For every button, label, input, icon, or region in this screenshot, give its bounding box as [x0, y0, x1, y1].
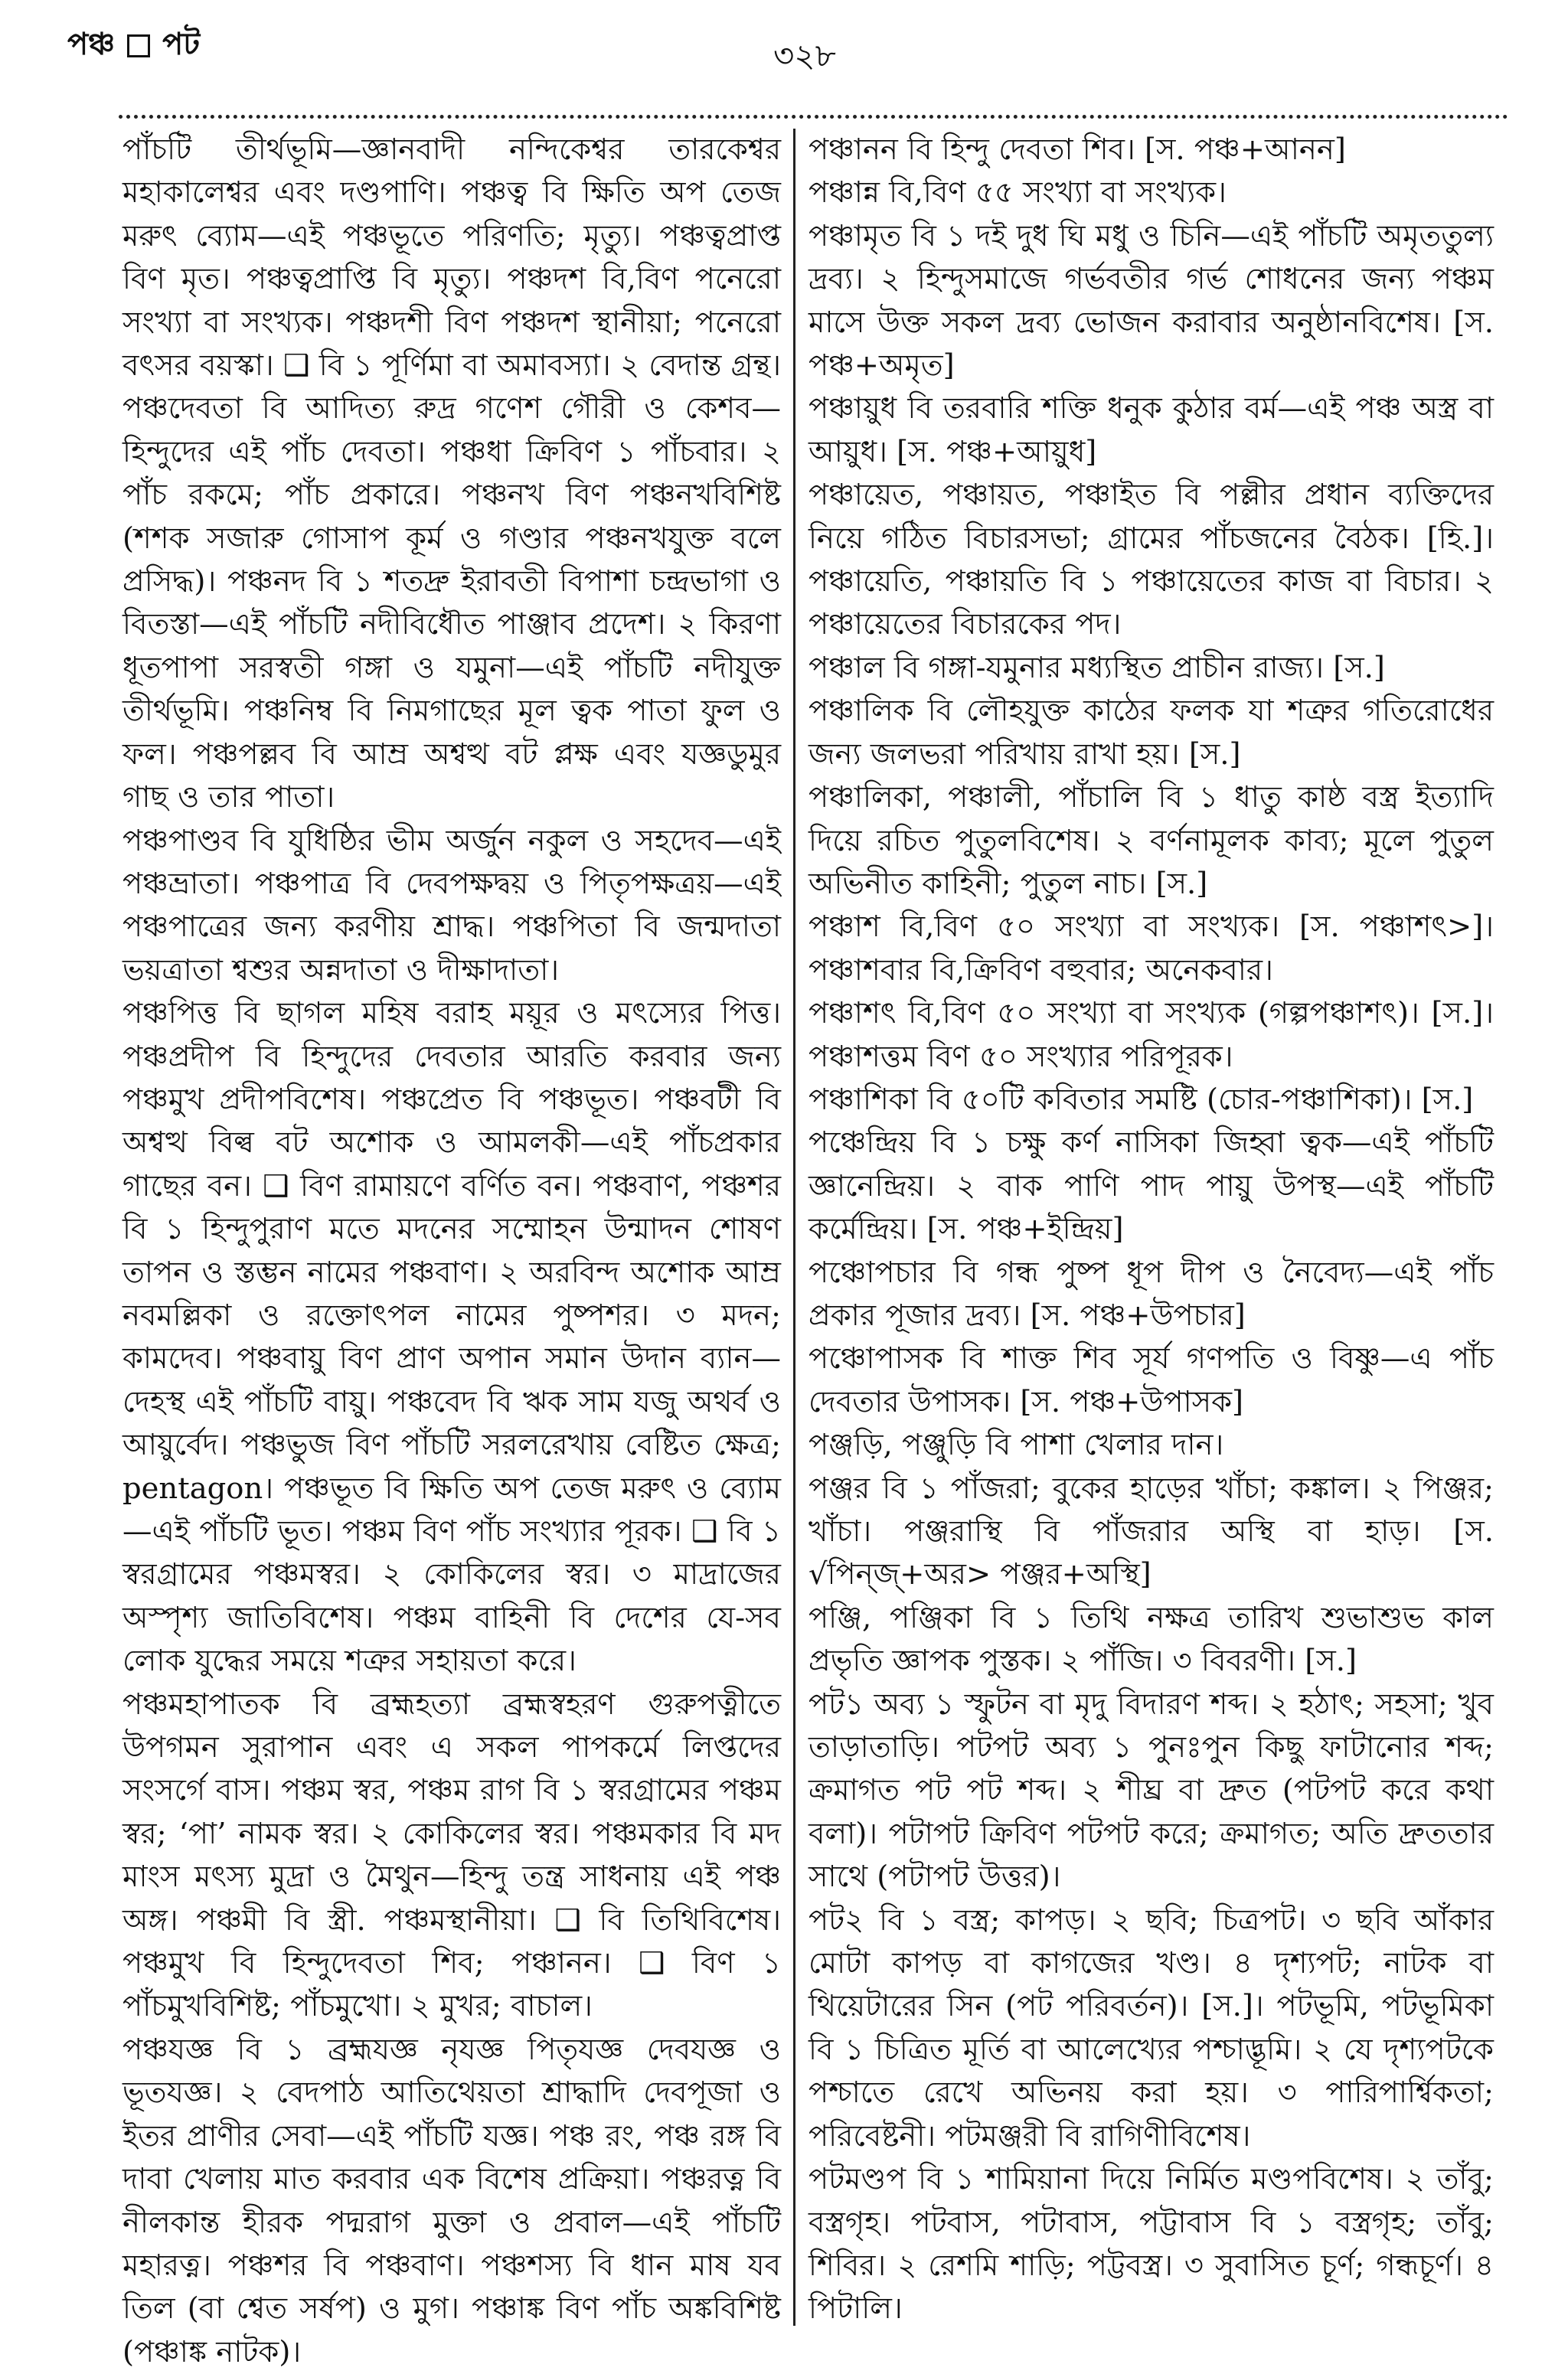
dictionary-entry: পটমণ্ডপ বি ১ শামিয়ানা দিয়ে নির্মিত মণ্ডপবিশেষ। ২ তাঁবু; বস্ত্রগৃহ। পটবাস, পটাবাস, পট্টাবাস বি ১ বস্ত্রগৃহ; তাঁবু; শিবির। ২ রেশমি শাড়ি; পট্টবস্ত্র। ৩ সুবাসিত চূর্ণ; গন্ধচূর্ণ। ৪ পিটালি। — [808, 2162, 1494, 2327]
dictionary-entry: পঞ্চেন্দ্রিয় বি ১ চক্ষু কর্ণ নাসিকা জিহ্বা ত্বক—এই পাঁচটি জ্ঞানেন্দ্রিয়। ২ বাক পাণি পাদ পায়ু উপস্থ—এই পাঁচটি কর্মেন্দ্রিয়। [স. পঞ্চ+ইন্দ্রিয়] — [808, 1125, 1494, 1247]
dictionary-entry: পাঁচটি তীর্থভূমি—জ্ঞানবাদী নন্দিকেশ্বর তারকেশ্বর মহাকালেশ্বর এবং দণ্ডপাণি। পঞ্চত্ব বি ক্ষিতি অপ তেজ মরুৎ ব্যোম—এই পঞ্চভূতে পরিণতি; মৃত্যু। পঞ্চত্বপ্রাপ্ত বিণ মৃত। পঞ্চত্বপ্রাপ্তি বি মৃত্যু। পঞ্চদশ বি,বিণ পনেরো সংখ্যা বা সংখ্যক। পঞ্চদশী বিণ পঞ্চদশ স্থানীয়া; পনেরো বৎসর বয়স্কা। ❑ বি ১ পূর্ণিমা বা অমাবস্যা। ২ বেদান্ত গ্রন্থ। পঞ্চদেবতা বি আদিত্য রুদ্র গণেশ গৌরী ও কেশব—হিন্দুদের এই পাঁচ দেবতা। পঞ্চধা ক্রিবিণ ১ পাঁচবার। ২ পাঁচ রকমে; পাঁচ প্রকারে। পঞ্চনখ বিণ পঞ্চনখবিশিষ্ট (শশক সজারু গোসাপ কূর্ম ও গণ্ডার পঞ্চনখযুক্ত বলে প্রসিদ্ধ)। পঞ্চনদ বি ১ শতদ্রু ইরাবতী বিপাশা চন্দ্রভাগা ও বিতস্তা—এই পাঁচটি নদীবিধৌত পাঞ্জাব প্রদেশ। ২ কিরণা ধূতপাপা সরস্বতী গঙ্গা ও যমুনা—এই পাঁচটি নদীযুক্ত তীর্থভূমি। পঞ্চনিম্ব বি নিমগাছের মূল ত্বক পাতা ফুল ও ফল। পঞ্চপল্লব বি আম্র অশ্বত্থ বট প্লক্ষ এবং যজ্ঞডুমুর গাছ ও তার পাতা। — [122, 132, 781, 815]
dictionary-entry: পঞ্চাশ বি,বিণ ৫০ সংখ্যা বা সংখ্যক। [স. পঞ্চাশৎ>]। পঞ্চাশবার বি,ক্রিবিণ বহুবার; অনেকবার। — [808, 909, 1494, 988]
dictionary-entry: পঞ্চালিকা, পঞ্চালী, পাঁচালি বি ১ ধাতু কাষ্ঠ বস্ত্র ইত্যাদি দিয়ে রচিত পুতুলবিশেষ। ২ বর্ণনামূলক কাব্য; মূলে পুতুল অভিনীত কাহিনী; পুতুল নাচ। [স.] — [808, 780, 1494, 901]
column-divider — [793, 129, 795, 2326]
dictionary-entry: পঞ্চান্ন বি,বিণ ৫৫ সংখ্যা বা সংখ্যক। — [808, 175, 1227, 211]
dictionary-entry: পঞ্চালিক বি লৌহযুক্ত কাঠের ফলক যা শত্রুর গতিরোধের জন্য জলভরা পরিখায় রাখা হয়। [স.] — [808, 694, 1494, 772]
dictionary-entry: পট১ অব্য ১ স্ফুটন বা মৃদু বিদারণ শব্দ। ২ হঠাৎ; সহসা; খুব তাড়াতাড়ি। পটপট অব্য ১ পুনঃপুন কিছু ফাটানোর শব্দ; ক্রমাগত পট পট শব্দ। ২ শীঘ্র বা দ্রুত (পটপট করে কথা বলা)। পটাপট ক্রিবিণ পটপট করে; ক্রমাগত; অতি দ্রুততার সাথে (পটাপট উত্তর)। — [808, 1687, 1494, 1895]
header-separator-box — [127, 34, 150, 57]
dictionary-entry: পঞ্জি, পঞ্জিকা বি ১ তিথি নক্ষত্র তারিখ শুভাশুভ কাল প্রভৃতি জ্ঞাপক পুস্তক। ২ পাঁজি। ৩ বিবরণী। [স.] — [808, 1600, 1494, 1679]
dictionary-entry: পঞ্চাশিকা বি ৫০টি কবিতার সমষ্টি (চোর-পঞ্চাশিকা)। [স.] — [808, 1082, 1474, 1117]
dictionary-entry: পট২ বি ১ বস্ত্র; কাপড়। ২ ছবি; চিত্রপট। ৩ ছবি আঁকার মোটা কাপড় বা কাগজের খণ্ড। ৪ দৃশ্যপট; নাটক বা থিয়েটারের সিন (পট পরিবর্তন)। [স.]। পটভূমি, পটভূমিকা বি ১ চিত্রিত মূর্তি বা আলেখ্যের পশ্চাদ্ভূমি। ২ যে দৃশ্যপটকে পশ্চাতে রেখে অভিনয় করা হয়। ৩ পারিপার্শ্বিকতা; পরিবেষ্টনী। পটমঞ্জরী বি রাগিণীবিশেষ। — [808, 1902, 1494, 2154]
dictionary-entry: পঞ্চায়ুধ বি তরবারি শক্তি ধনুক কুঠার বর্ম—এই পঞ্চ অস্ত্র বা আয়ুধ। [স. পঞ্চ+আয়ুধ] — [808, 391, 1494, 469]
header-rule — [119, 115, 1508, 119]
dictionary-entry: পঞ্চানন বি হিন্দু দেবতা শিব। [স. পঞ্চ+আনন] — [808, 132, 1346, 167]
header-last-word: পট — [162, 26, 201, 62]
dictionary-entry: পঞ্চাল বি গঙ্গা-যমুনার মধ্যস্থিত প্রাচীন রাজ্য। [স.] — [808, 650, 1385, 685]
right-column — [808, 129, 1494, 2331]
dictionary-entry: পঞ্জড়ি, পঞ্জুড়ি বি পাশা খেলার দান। — [808, 1428, 1224, 1463]
dictionary-entry: পঞ্চায়েত, পঞ্চায়ত, পঞ্চাইত বি পল্লীর প্রধান ব্যক্তিদের নিয়ে গঠিত বিচারসভা; গ্রামের পাঁচজনের বৈঠক। [হি.]। পঞ্চায়েতি, পঞ্চায়তি বি ১ পঞ্চায়েতের কাজ বা বিচার। ২ পঞ্চায়েতের বিচারকের পদ। — [808, 478, 1494, 642]
dictionary-entry: পঞ্চমহাপাতক বি ব্রহ্মহত্যা ব্রহ্মস্বহরণ গুরুপত্নীতে উপগমন সুরাপান এবং এ সকল পাপকর্মে লিপ্তদের সংসর্গে বাস। পঞ্চম স্বর, পঞ্চম রাগ বি ১ স্বরগ্রামের পঞ্চম স্বর; ‘পা’ নামক স্বর। ২ কোকিলের স্বর। পঞ্চমকার বি মদ মাংস মৎস্য মুদ্রা ও মৈথুন—হিন্দু তন্ত্র সাধনায় এই পঞ্চ অঙ্গ। পঞ্চমী বি স্ত্রী. পঞ্চমস্থানীয়া। ❑ বি তিথিবিশেষ। পঞ্চমুখ বি হিন্দুদেবতা শিব; পঞ্চানন। ❑ বিণ ১ পাঁচমুখবিশিষ্ট; পাঁচমুখো। ২ মুখর; বাচাল। — [122, 1687, 781, 2024]
dictionary-entry: পঞ্চাশৎ বি,বিণ ৫০ সংখ্যা বা সংখ্যক (গল্পপঞ্চাশৎ)। [স.]। পঞ্চাশত্তম বিণ ৫০ সংখ্যার পরিপূরক। — [808, 996, 1494, 1074]
running-header — [67, 20, 200, 71]
dictionary-entry: পঞ্জর বি ১ পাঁজরা; বুকের হাড়ের খাঁচা; কঙ্কাল। ২ পিঞ্জর; খাঁচা। পঞ্জরাস্থি বি পাঁজরার অস্থি বা হাড়। [স. √পিন্‌জ্‌+অর> পঞ্জর+অস্থি] — [808, 1471, 1494, 1592]
header-first-word: পঞ্চ — [67, 26, 116, 62]
dictionary-entry: পঞ্চপাণ্ডব বি যুধিষ্ঠির ভীম অর্জুন নকুল ও সহদেব—এই পঞ্চভ্রাতা। পঞ্চপাত্র বি দেবপক্ষদ্বয় ও পিতৃপক্ষত্রয়—এই পঞ্চপাত্রের জন্য করণীয় শ্রাদ্ধ। পঞ্চপিতা বি জন্মদাতা ভয়ত্রাতা শ্বশুর অন্নদাতা ও দীক্ষাদাতা। — [122, 823, 781, 988]
page-number: ৩২৮ — [773, 37, 836, 74]
left-column — [122, 129, 781, 2374]
dictionary-entry: পঞ্চোপাসক বি শাক্ত শিব সূর্য গণপতি ও বিষ্ণু—এ পাঁচ দেবতার উপাসক। [স. পঞ্চ+উপাসক] — [808, 1341, 1494, 1419]
dictionary-entry: পঞ্চপিত্ত বি ছাগল মহিষ বরাহ ময়ূর ও মৎস্যের পিত্ত। পঞ্চপ্রদীপ বি হিন্দুদের দেবতার আরতি করবার জন্য পঞ্চমুখ প্রদীপবিশেষ। পঞ্চপ্রেত বি পঞ্চভূত। পঞ্চবটী বি অশ্বত্থ বিল্ব বট অশোক ও আমলকী—এই পাঁচপ্রকার গাছের বন। ❑ বিণ রামায়ণে বর্ণিত বন। পঞ্চবাণ, পঞ্চশর বি ১ হিন্দুপুরাণ মতে মদনের সম্মোহন উন্মাদন শোষণ তাপন ও স্তম্ভন নামের পঞ্চবাণ। ২ অরবিন্দ অশোক আম্র নবমল্লিকা ও রক্তোৎপল নামের পুষ্পশর। ৩ মদন; কামদেব। পঞ্চবায়ু বিণ প্রাণ অপান সমান উদান ব্যান—দেহস্থ এই পাঁচটি বায়ু। পঞ্চবেদ বি ঋক সাম যজু অথর্ব ও আয়ুর্বেদ। পঞ্চভুজ বিণ পাঁচটি সরলরেখায় বেষ্টিত ক্ষেত্র; pentagon। পঞ্চভূত বি ক্ষিতি অপ তেজ মরুৎ ও ব্যোম—এই পাঁচটি ভূত। পঞ্চম বিণ পাঁচ সংখ্যার পূরক। ❑ বি ১ স্বরগ্রামের পঞ্চমস্বর। ২ কোকিলের স্বর। ৩ মাদ্রাজের অস্পৃশ্য জাতিবিশেষ। পঞ্চম বাহিনী বি দেশের যে-সব লোক যুদ্ধের সময়ে শত্রুর সহায়তা করে। — [122, 996, 781, 1679]
dictionary-entry: পঞ্চোপচার বি গন্ধ পুষ্প ধূপ দীপ ও নৈবেদ্য—এই পাঁচ প্রকার পূজার দ্রব্য। [স. পঞ্চ+উপচার] — [808, 1255, 1494, 1333]
dictionary-entry: পঞ্চযজ্ঞ বি ১ ব্রহ্মযজ্ঞ নৃযজ্ঞ পিতৃযজ্ঞ দেবযজ্ঞ ও ভূতযজ্ঞ। ২ বেদপাঠ আতিথেয়তা শ্রাদ্ধাদি দেবপূজা ও ইতর প্রাণীর সেবা—এই পাঁচটি যজ্ঞ। পঞ্চ রং, পঞ্চ রঙ্গ বি দাবা খেলায় মাত করবার এক বিশেষ প্রক্রিয়া। পঞ্চরত্ন বি নীলকান্ত হীরক পদ্মরাগ মুক্তা ও প্রবাল—এই পাঁচটি মহারত্ন। পঞ্চশর বি পঞ্চবাণ। পঞ্চশস্য বি ধান মাষ যব তিল (বা শ্বেত সর্ষপ) ও মুগ। পঞ্চাঙ্ক বিণ পাঁচ অঙ্কবিশিষ্ট (পঞ্চাঙ্ক নাটক)। — [122, 2032, 781, 2369]
dictionary-entry: পঞ্চামৃত বি ১ দই দুধ ঘি মধু ও চিনি—এই পাঁচটি অমৃততুল্য দ্রব্য। ২ হিন্দুসমাজে গর্ভবতীর গর্ভ শোধনের জন্য পঞ্চম মাসে উক্ত সকল দ্রব্য ভোজন করাবার অনুষ্ঠানবিশেষ। [স. পঞ্চ+অমৃত] — [808, 218, 1494, 384]
